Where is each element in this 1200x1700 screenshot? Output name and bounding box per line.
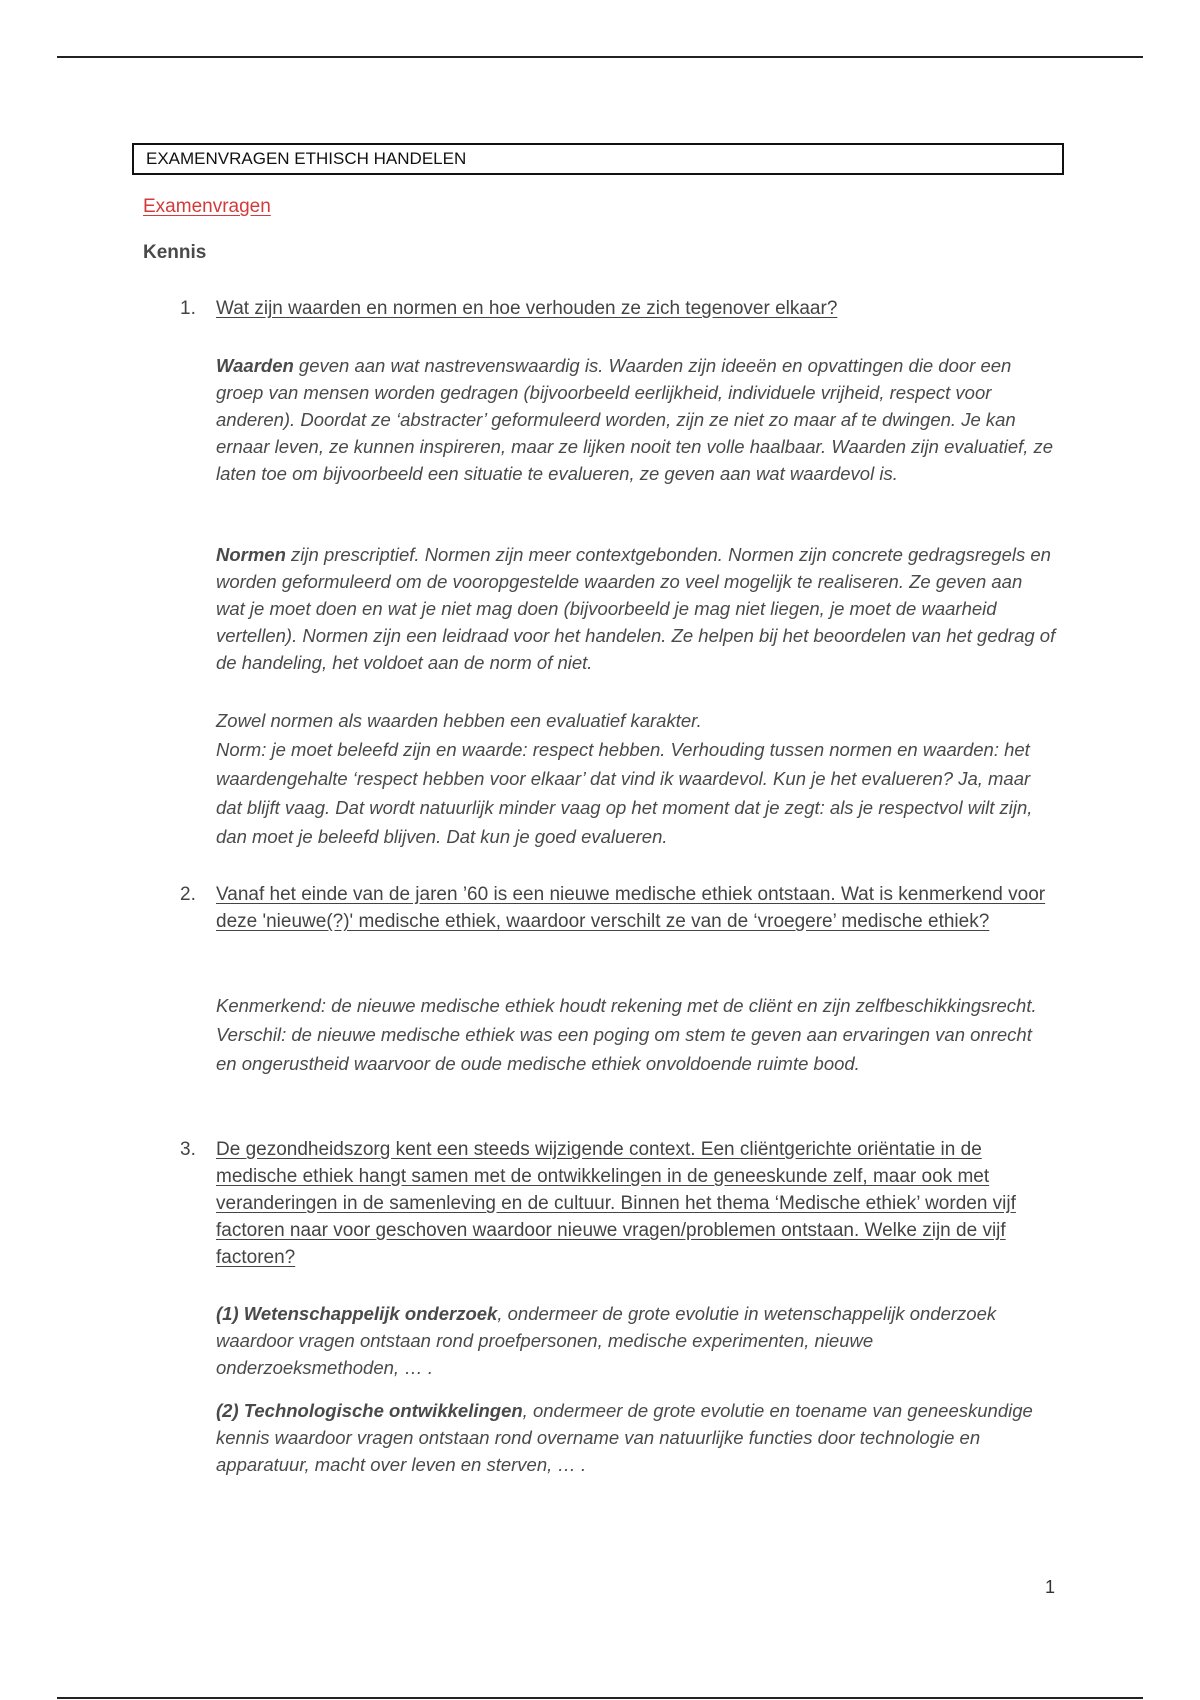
- question-number: 2.: [180, 884, 196, 905]
- term-waarden: Waarden: [216, 355, 294, 376]
- document-title: EXAMENVRAGEN ETHISCH HANDELEN: [132, 143, 1064, 175]
- verschil-text: Verschil: de nieuwe medische ethiek was een poging om stem te geven aan ervaringen van onrecht en ongerustheid waarvoor de oude medische ethiek onvoldoende ruimte bood.: [216, 1024, 1032, 1074]
- factor-2-term: (2) Technologische ontwikkelingen: [216, 1400, 523, 1421]
- answer-1-waarden: [216, 352, 1056, 487]
- question-text: Wat zijn waarden en normen en hoe verhouden ze zich tegenover elkaar?: [216, 298, 838, 319]
- factor-1-term: (1) Wetenschappelijk onderzoek: [216, 1303, 498, 1324]
- page-number: 1: [1045, 1577, 1056, 1597]
- term-normen: Normen: [216, 544, 286, 565]
- answer-3-factor-2: [216, 1397, 1056, 1478]
- header-rule: [57, 56, 1143, 58]
- zowel-text: Zowel normen als waarden hebben een evaluatief karakter.: [216, 710, 702, 731]
- norm-example-text: Norm: je moet beleefd zijn en waarde: respect hebben. Verhouding tussen normen en waarden: het waardengehalte ‘respect hebben voor elkaar’ dat vind ik waardevol. Kun je het evalueren? Ja, maar dat blijft vaag. Dat wordt natuurlijk minder vaag op het moment dat je zegt: als je respectvol wilt zijn, dan moet je beleefd blijven. Dat kun je goed evalueren.: [216, 739, 1033, 847]
- waarden-text: geven aan wat nastrevenswaardig is. Waarden zijn ideeën en opvattingen die door een groep van mensen worden gedragen (bijvoorbeeld eerlijkheid, individuele vrijheid, respect voor anderen). Doordat ze ‘abstracter’ geformuleerd worden, zijn ze niet zo maar af te dwingen. Je kan ernaar leven, ze kunnen inspireren, maar ze lijken nooit ten volle haalbaar. Waarden zijn evaluatief, ze laten toe om bijvoorbeeld een situatie te evalueren, ze geven aan wat waardevol is.: [216, 355, 1054, 484]
- factor-1-text: , ondermeer de grote evolutie in wetenschappelijk onderzoek waardoor vragen ontstaan rond proefpersonen, medische experimenten, nieuwe onderzoeksmethoden, … .: [216, 1303, 997, 1378]
- answer-1-relation: [216, 706, 1056, 851]
- question-number: 3.: [180, 1139, 196, 1160]
- question-number: 1.: [180, 298, 196, 319]
- subheading: Kennis: [143, 242, 207, 263]
- answer-2: [216, 991, 1056, 1078]
- answer-1-normen: [216, 541, 1056, 676]
- answer-3-factor-1: [216, 1300, 1056, 1381]
- question-2: [180, 881, 1060, 935]
- factor-2-text: , ondermeer de grote evolutie en toename van geneeskundige kennis waardoor vragen ontstaan rond overname van natuurlijke functies door technologie en apparatuur, macht over leven en sterven, … .: [216, 1400, 1033, 1475]
- question-text: De gezondheidszorg kent een steeds wijzigende context. Een cliëntgerichte oriëntatie in de medische ethiek hangt samen met de ontwikkelingen in de geneeskunde zelf, maar ook met veranderingen in de samenleving en de cultuur. Binnen het thema ‘Medische ethiek’ worden vijf factoren naar voor geschoven waardoor nieuwe vragen/problemen ontstaan. Welke zijn de vijf factoren?: [216, 1139, 1016, 1268]
- question-3: [180, 1136, 1060, 1271]
- normen-text: zijn prescriptief. Normen zijn meer contextgebonden. Normen zijn concrete gedragsregels en worden geformuleerd om de vooropgestelde waarden zo veel mogelijk te realiseren. Ze geven aan wat je moet doen en wat je niet mag doen (bijvoorbeeld je mag niet liegen, je moet de waarheid vertellen). Normen zijn een leidraad voor het handelen. Ze helpen bij het beoordelen van het gedrag of de handeling, het voldoet aan de norm of niet.: [216, 544, 1056, 673]
- section-heading: Examenvragen: [143, 196, 271, 217]
- footer-rule: [57, 1697, 1143, 1699]
- kenmerkend-text: Kenmerkend: de nieuwe medische ethiek houdt rekening met de cliënt en zijn zelfbeschikkingsrecht.: [216, 995, 1037, 1016]
- question-1: [180, 295, 1060, 322]
- question-text: Vanaf het einde van de jaren ’60 is een nieuwe medische ethiek ontstaan. Wat is kenmerkend voor deze 'nieuwe(?)' medische ethiek, waardoor verschilt ze van de ‘vroegere’ medische ethiek?: [216, 884, 1046, 932]
